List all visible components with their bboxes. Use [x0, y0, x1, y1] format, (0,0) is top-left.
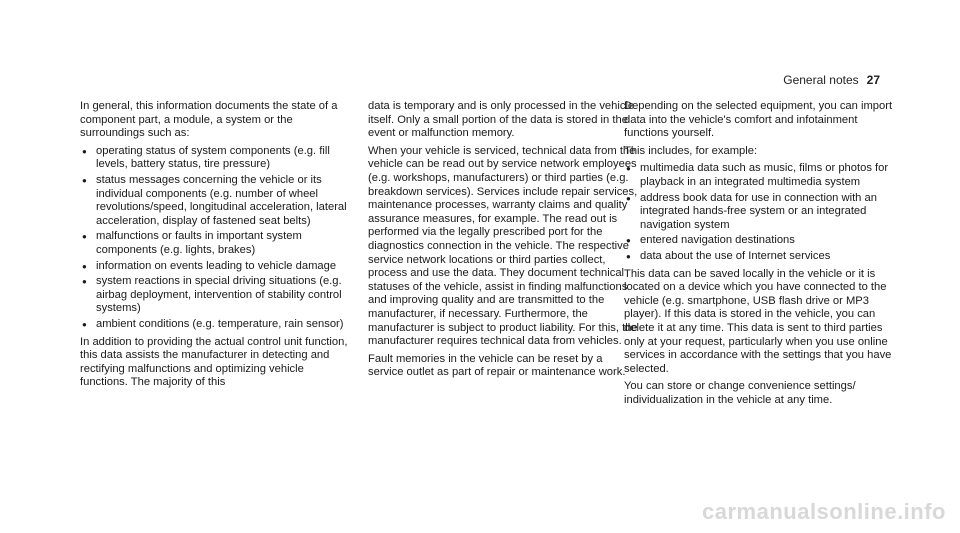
- paragraph: data is temporary and is only processed in the vehicle itself. Only a small portion of the data is stored in the event or malfunction memory.: [368, 100, 635, 140]
- outro-paragraph: In addition to providing the actual control unit function, this data assists the manufacturer in detecting and rectifying malfunctions and optimizing vehicle functions. The majority of this: [80, 335, 348, 389]
- intro-paragraph: In general, this information documents the state of a component part, a module, a system or the surroundings such as:: [80, 100, 338, 140]
- list-item: ● status messages concerning the vehicle or its individual components (e.g. number of wheel revolutions/speed, longitudinal acceleration, lateral acceleration, display of fastened seat belts): [80, 174, 352, 228]
- paragraph: This includes, for example:: [624, 144, 758, 157]
- status-list: [80, 145, 352, 332]
- column-3: [624, 100, 896, 411]
- page-header: [783, 73, 880, 87]
- list-item: ● information on events leading to vehicle damage: [80, 260, 352, 274]
- list-item: ● multimedia data such as music, films or photos for playback in an integrated multimedia system: [624, 162, 896, 189]
- paragraph: You can store or change convenience settings/ individualization in the vehicle at any time.: [624, 380, 856, 406]
- section-title: General notes: [783, 73, 859, 87]
- paragraph: When your vehicle is serviced, technical data from the vehicle can be read out by service network employees (e.g. workshops, manufacturers) or third parties (e.g. breakdown services). Services include repair services, maintenance processes, warranty claims and quality assurance measures, for example. The read out is performed via the legally prescribed port for the diagnostics connection in the vehicle. The respective service network locations or third parties collect, process and use the data. They document technical statuses of the vehicle, assist in finding malfunctions and improving quality and are transmitted to the manufacturer, if necessary. Furthermore, the manufacturer is subject to product liability. For this, the manufacturer requires technical data from vehicles.: [368, 144, 638, 348]
- list-item: ● operating status of system components (e.g. fill levels, battery status, tire pressure): [80, 145, 352, 172]
- list-item: ● malfunctions or faults in important system components (e.g. lights, brakes): [80, 230, 352, 257]
- paragraph: Depending on the selected equipment, you can import data into the vehicle's comfort and infotainment functions yourself.: [624, 100, 893, 140]
- list-item: ● ambient conditions (e.g. temperature, rain sensor): [80, 318, 352, 332]
- column-1: [80, 100, 352, 394]
- list-item: ● address book data for use in connection with an integrated hands-free system or an integrated navigation system: [624, 192, 896, 233]
- paragraph: Fault memories in the vehicle can be reset by a service outlet as part of repair or maintenance work.: [368, 352, 626, 379]
- import-list: [624, 162, 896, 263]
- paragraph: This data can be saved locally in the vehicle or it is located on a device which you have connected to the vehicle (e.g. smartphone, USB flash drive or MP3 player). If this data is stored in the vehicle, you can delete it at any time. This data is sent to third parties only at your request, particularly when you use online services in accordance with the settings that you have selected.: [624, 267, 892, 375]
- list-item: ● entered navigation destinations: [624, 234, 896, 248]
- list-item: ● data about the use of Internet services: [624, 250, 896, 264]
- list-item: ● system reactions in special driving situations (e.g. airbag deployment, intervention of stability control systems): [80, 275, 352, 316]
- watermark: carmanualsonline.info: [702, 499, 946, 524]
- page-number: 27: [866, 73, 880, 87]
- column-2: [368, 100, 640, 384]
